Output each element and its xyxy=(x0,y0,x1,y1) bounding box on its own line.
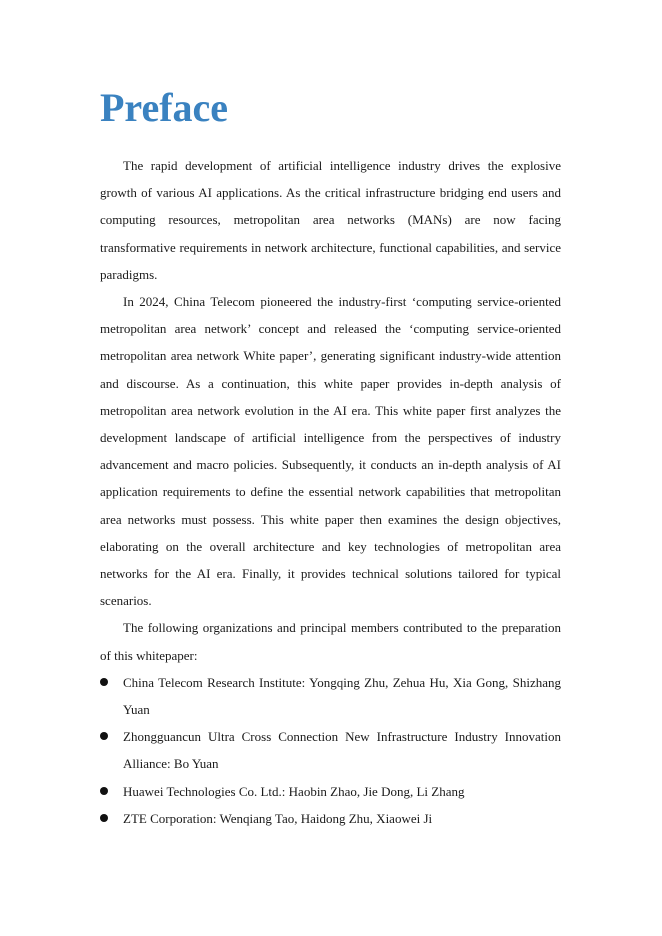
bullet-icon xyxy=(100,678,108,686)
contributor-text: Zhongguancun Ultra Cross Connection New Infrastructure Industry Innovation Alliance: Bo Yuan xyxy=(123,729,561,772)
bullet-icon xyxy=(100,732,108,740)
list-item xyxy=(100,723,561,777)
contributor-text: ZTE Corporation: Wenqiang Tao, Haidong Zhu, Xiaowei Ji xyxy=(123,810,433,826)
contributor-text: China Telecom Research Institute: Yongqing Zhu, Zehua Hu, Xia Gong, Shizhang Yuan xyxy=(123,674,561,718)
list-item xyxy=(100,805,561,832)
contributor-text: Huawei Technologies Co. Ltd.: Haobin Zhao, Jie Dong, Li Zhang xyxy=(123,783,465,799)
bullet-icon xyxy=(100,787,108,795)
preface-body xyxy=(100,152,561,832)
background-paragraph: In 2024, China Telecom pioneered the industry-first ‘computing service-oriented metropolitan area network’ concept and released the ‘computing service-oriented metropolitan area network White paper’, generating significant industry-wide attention and discourse. As a continuation, this white paper provides in-depth analysis of metropolitan area network evolution in the AI era. This white paper first analyzes the development landscape of artificial intelligence from the perspectives of industry advancement and macro policies. Subsequently, it conducts an in-depth analysis of AI application requirements to define the essential network capabilities that metropolitan area networks must possess. This white paper then examines the design objectives, elaborating on the overall architecture and key technologies of metropolitan area networks for the AI era. Finally, it provides technical solutions tailored for typical scenarios. xyxy=(100,294,561,609)
contributors-intro-paragraph: The following organizations and principal members contributed to the preparation of this whitepaper: xyxy=(100,620,561,663)
intro-paragraph: The rapid development of artificial intelligence industry drives the explosive growth of various AI applications. As the critical infrastructure bridging end users and computing resources, metropolitan area networks (MANs) are now facing transformative requirements in network architecture, functional capabilities, and service paradigms. xyxy=(100,158,561,282)
list-item xyxy=(100,669,561,723)
list-item xyxy=(100,778,561,805)
bullet-icon xyxy=(100,814,108,822)
contributor-list xyxy=(100,669,561,832)
page-title: Preface xyxy=(100,85,229,130)
